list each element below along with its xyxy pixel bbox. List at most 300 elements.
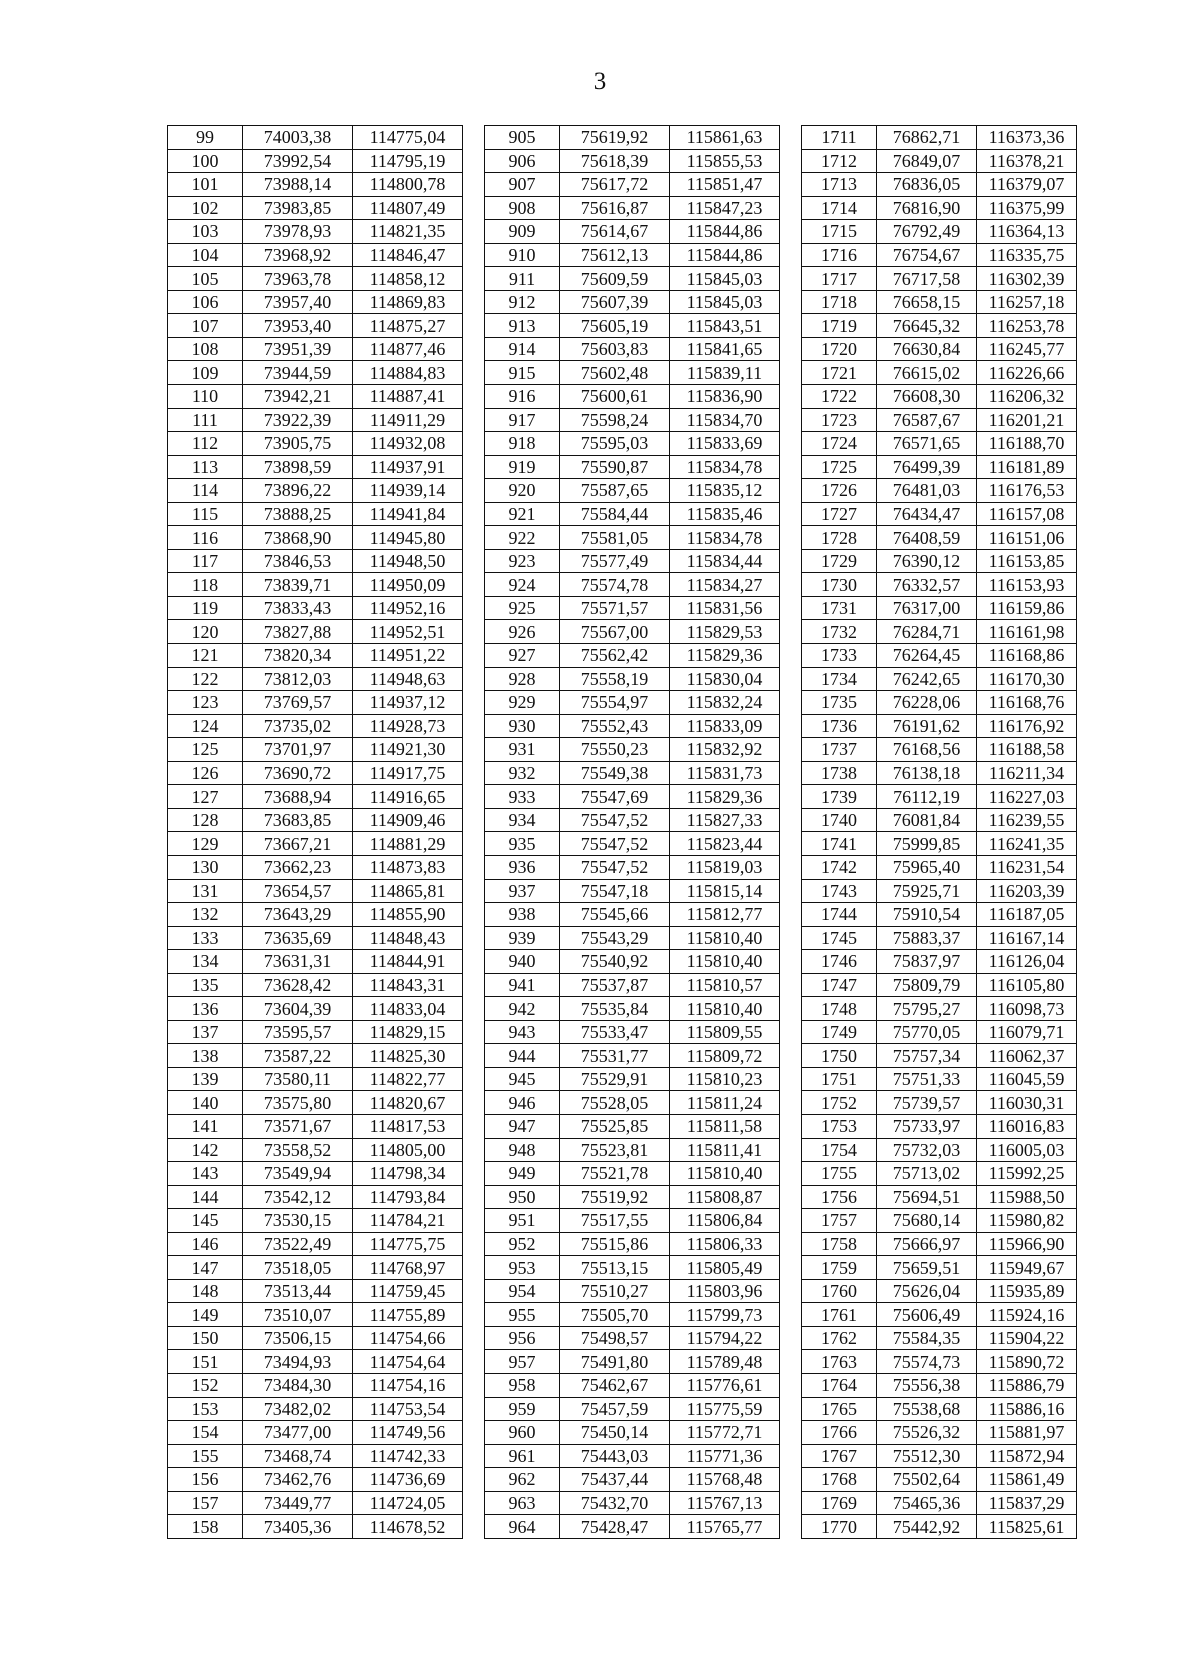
point-number-cell: 905 [485,126,560,150]
column-group-gap [780,432,802,456]
point-number-cell: 1758 [802,1232,877,1256]
point-number-cell: 1734 [802,667,877,691]
point-number-cell: 906 [485,149,560,173]
table-row [168,1326,1077,1350]
point-number-cell: 106 [168,290,243,314]
point-number-cell: 1747 [802,973,877,997]
y-coordinate-cell: 115776,61 [670,1373,780,1397]
x-coordinate-cell: 75526,32 [877,1421,977,1445]
y-coordinate-cell: 115829,36 [670,785,780,809]
table-row [168,785,1077,809]
table-row [168,667,1077,691]
column-group-gap [780,832,802,856]
x-coordinate-cell: 75883,37 [877,926,977,950]
column-group-gap [780,126,802,150]
point-number-cell: 147 [168,1256,243,1280]
x-coordinate-cell: 73896,22 [243,479,353,503]
x-coordinate-cell: 75512,30 [877,1444,977,1468]
column-group-gap [463,644,485,668]
point-number-cell: 1736 [802,714,877,738]
point-number-cell: 937 [485,879,560,903]
column-group-gap [780,808,802,832]
point-number-cell: 117 [168,549,243,573]
x-coordinate-cell: 73662,23 [243,855,353,879]
y-coordinate-cell: 114911,29 [353,408,463,432]
x-coordinate-cell: 73957,40 [243,290,353,314]
y-coordinate-cell: 114873,83 [353,855,463,879]
column-group-gap [780,1468,802,1492]
point-number-cell: 1759 [802,1256,877,1280]
y-coordinate-cell: 115806,84 [670,1209,780,1233]
y-coordinate-cell: 114784,21 [353,1209,463,1233]
y-coordinate-cell: 116016,83 [977,1114,1077,1138]
column-group-gap [463,879,485,903]
y-coordinate-cell: 114865,81 [353,879,463,903]
point-number-cell: 1721 [802,361,877,385]
point-number-cell: 153 [168,1397,243,1421]
point-number-cell: 1744 [802,903,877,927]
y-coordinate-cell: 115834,70 [670,408,780,432]
column-group-gap [463,1020,485,1044]
y-coordinate-cell: 116153,85 [977,549,1077,573]
column-group-gap [780,620,802,644]
point-number-cell: 152 [168,1373,243,1397]
point-number-cell: 105 [168,267,243,291]
y-coordinate-cell: 116176,53 [977,479,1077,503]
column-group-gap [463,1515,485,1539]
y-coordinate-cell: 114887,41 [353,385,463,409]
y-coordinate-cell: 114941,84 [353,502,463,526]
point-number-cell: 129 [168,832,243,856]
column-group-gap [780,1444,802,1468]
y-coordinate-cell: 115834,78 [670,526,780,550]
point-number-cell: 149 [168,1303,243,1327]
point-number-cell: 961 [485,1444,560,1468]
column-group-gap [463,1162,485,1186]
x-coordinate-cell: 75602,48 [560,361,670,385]
x-coordinate-cell: 75965,40 [877,855,977,879]
x-coordinate-cell: 73690,72 [243,761,353,785]
point-number-cell: 1757 [802,1209,877,1233]
y-coordinate-cell: 116206,32 [977,385,1077,409]
y-coordinate-cell: 114916,65 [353,785,463,809]
x-coordinate-cell: 73978,93 [243,220,353,244]
x-coordinate-cell: 75837,97 [877,950,977,974]
column-group-gap [463,526,485,550]
column-group-gap [463,479,485,503]
y-coordinate-cell: 115811,58 [670,1114,780,1138]
column-group-gap [463,455,485,479]
y-coordinate-cell: 114875,27 [353,314,463,338]
y-coordinate-cell: 114848,43 [353,926,463,950]
y-coordinate-cell: 115935,89 [977,1279,1077,1303]
y-coordinate-cell: 115851,47 [670,173,780,197]
table-row [168,173,1077,197]
point-number-cell: 115 [168,502,243,526]
column-group-gap [780,1209,802,1233]
point-number-cell: 1751 [802,1067,877,1091]
x-coordinate-cell: 75614,67 [560,220,670,244]
y-coordinate-cell: 115839,11 [670,361,780,385]
point-number-cell: 943 [485,1020,560,1044]
column-group-gap [780,973,802,997]
column-group-gap [463,1091,485,1115]
column-group-gap [463,855,485,879]
y-coordinate-cell: 115811,24 [670,1091,780,1115]
table-row [168,1515,1077,1539]
point-number-cell: 954 [485,1279,560,1303]
x-coordinate-cell: 73654,57 [243,879,353,903]
column-group-gap [780,1044,802,1068]
x-coordinate-cell: 73635,69 [243,926,353,950]
y-coordinate-cell: 114948,63 [353,667,463,691]
column-group-gap [780,196,802,220]
column-group-gap [780,644,802,668]
y-coordinate-cell: 116157,08 [977,502,1077,526]
y-coordinate-cell: 115835,46 [670,502,780,526]
point-number-cell: 136 [168,997,243,1021]
column-group-gap [780,502,802,526]
point-number-cell: 932 [485,761,560,785]
point-number-cell: 955 [485,1303,560,1327]
column-group-gap [463,1468,485,1492]
column-group-gap [780,855,802,879]
point-number-cell: 142 [168,1138,243,1162]
point-number-cell: 130 [168,855,243,879]
point-number-cell: 127 [168,785,243,809]
y-coordinate-cell: 114952,51 [353,620,463,644]
y-coordinate-cell: 115845,03 [670,290,780,314]
column-group-gap [463,267,485,291]
point-number-cell: 925 [485,596,560,620]
y-coordinate-cell: 114846,47 [353,243,463,267]
table-row [168,620,1077,644]
x-coordinate-cell: 75521,78 [560,1162,670,1186]
column-group-gap [463,973,485,997]
column-group-gap [463,997,485,1021]
x-coordinate-cell: 73484,30 [243,1373,353,1397]
x-coordinate-cell: 75515,86 [560,1232,670,1256]
table-row [168,573,1077,597]
table-row [168,455,1077,479]
column-group-gap [780,1279,802,1303]
x-coordinate-cell: 75910,54 [877,903,977,927]
column-group-gap [780,1515,802,1539]
point-number-cell: 122 [168,667,243,691]
column-group-gap [463,220,485,244]
y-coordinate-cell: 116231,54 [977,855,1077,879]
x-coordinate-cell: 73477,00 [243,1421,353,1445]
x-coordinate-cell: 76242,65 [877,667,977,691]
x-coordinate-cell: 73735,02 [243,714,353,738]
table-row [168,361,1077,385]
table-row [168,1350,1077,1374]
point-number-cell: 120 [168,620,243,644]
y-coordinate-cell: 114858,12 [353,267,463,291]
y-coordinate-cell: 116241,35 [977,832,1077,856]
column-group-gap [780,926,802,950]
y-coordinate-cell: 116181,89 [977,455,1077,479]
column-group-gap [780,526,802,550]
column-group-gap [463,903,485,927]
y-coordinate-cell: 114754,66 [353,1326,463,1350]
point-number-cell: 112 [168,432,243,456]
y-coordinate-cell: 114945,80 [353,526,463,550]
x-coordinate-cell: 75525,85 [560,1114,670,1138]
point-number-cell: 942 [485,997,560,1021]
x-coordinate-cell: 75751,33 [877,1067,977,1091]
x-coordinate-cell: 76836,05 [877,173,977,197]
x-coordinate-cell: 75590,87 [560,455,670,479]
point-number-cell: 156 [168,1468,243,1492]
y-coordinate-cell: 115809,55 [670,1020,780,1044]
column-group-gap [780,1185,802,1209]
column-group-gap [780,1067,802,1091]
point-number-cell: 1712 [802,149,877,173]
point-number-cell: 103 [168,220,243,244]
column-group-gap [463,1256,485,1280]
point-number-cell: 948 [485,1138,560,1162]
table-row [168,1044,1077,1068]
x-coordinate-cell: 75549,38 [560,761,670,785]
x-coordinate-cell: 75925,71 [877,879,977,903]
y-coordinate-cell: 116151,06 [977,526,1077,550]
column-group-gap [780,267,802,291]
y-coordinate-cell: 115837,29 [977,1491,1077,1515]
x-coordinate-cell: 75529,91 [560,1067,670,1091]
point-number-cell: 128 [168,808,243,832]
column-group-gap [463,1350,485,1374]
point-number-cell: 962 [485,1468,560,1492]
x-coordinate-cell: 73595,57 [243,1020,353,1044]
column-group-gap [463,950,485,974]
x-coordinate-cell: 76862,71 [877,126,977,150]
coordinates-table-body [168,126,1077,1539]
y-coordinate-cell: 115834,44 [670,549,780,573]
point-number-cell: 111 [168,408,243,432]
y-coordinate-cell: 116373,36 [977,126,1077,150]
x-coordinate-cell: 75558,19 [560,667,670,691]
x-coordinate-cell: 75437,44 [560,1468,670,1492]
y-coordinate-cell: 115992,25 [977,1162,1077,1186]
column-group-gap [780,1373,802,1397]
y-coordinate-cell: 115803,96 [670,1279,780,1303]
point-number-cell: 1737 [802,738,877,762]
x-coordinate-cell: 75505,70 [560,1303,670,1327]
y-coordinate-cell: 116062,37 [977,1044,1077,1068]
point-number-cell: 102 [168,196,243,220]
point-number-cell: 1754 [802,1138,877,1162]
y-coordinate-cell: 116226,66 [977,361,1077,385]
x-coordinate-cell: 76754,67 [877,243,977,267]
x-coordinate-cell: 75510,27 [560,1279,670,1303]
x-coordinate-cell: 75574,73 [877,1350,977,1374]
y-coordinate-cell: 116302,39 [977,267,1077,291]
x-coordinate-cell: 73898,59 [243,455,353,479]
point-number-cell: 935 [485,832,560,856]
x-coordinate-cell: 75545,66 [560,903,670,927]
y-coordinate-cell: 115836,90 [670,385,780,409]
y-coordinate-cell: 115904,22 [977,1326,1077,1350]
point-number-cell: 123 [168,691,243,715]
x-coordinate-cell: 76408,59 [877,526,977,550]
column-group-gap [780,738,802,762]
table-row [168,549,1077,573]
y-coordinate-cell: 114798,34 [353,1162,463,1186]
point-number-cell: 1742 [802,855,877,879]
table-row [168,1067,1077,1091]
point-number-cell: 1739 [802,785,877,809]
column-group-gap [780,408,802,432]
column-group-gap [780,549,802,573]
x-coordinate-cell: 73604,39 [243,997,353,1021]
x-coordinate-cell: 75616,87 [560,196,670,220]
y-coordinate-cell: 114759,45 [353,1279,463,1303]
y-coordinate-cell: 114952,16 [353,596,463,620]
table-row [168,926,1077,950]
x-coordinate-cell: 75450,14 [560,1421,670,1445]
y-coordinate-cell: 115833,69 [670,432,780,456]
point-number-cell: 126 [168,761,243,785]
y-coordinate-cell: 116227,03 [977,785,1077,809]
table-row [168,1491,1077,1515]
x-coordinate-cell: 73922,39 [243,408,353,432]
point-number-cell: 113 [168,455,243,479]
x-coordinate-cell: 75547,52 [560,808,670,832]
point-number-cell: 1719 [802,314,877,338]
x-coordinate-cell: 75428,47 [560,1515,670,1539]
column-group-gap [463,1397,485,1421]
point-number-cell: 939 [485,926,560,950]
point-number-cell: 151 [168,1350,243,1374]
column-group-gap [780,879,802,903]
x-coordinate-cell: 75498,57 [560,1326,670,1350]
column-group-gap [463,196,485,220]
y-coordinate-cell: 116239,55 [977,808,1077,832]
y-coordinate-cell: 115809,72 [670,1044,780,1068]
y-coordinate-cell: 114749,56 [353,1421,463,1445]
y-coordinate-cell: 115829,36 [670,644,780,668]
y-coordinate-cell: 114917,75 [353,761,463,785]
point-number-cell: 1723 [802,408,877,432]
x-coordinate-cell: 75543,29 [560,926,670,950]
column-group-gap [463,337,485,361]
column-group-gap [780,1091,802,1115]
point-number-cell: 922 [485,526,560,550]
y-coordinate-cell: 114951,22 [353,644,463,668]
point-number-cell: 1743 [802,879,877,903]
column-group-gap [780,455,802,479]
y-coordinate-cell: 115806,33 [670,1232,780,1256]
point-number-cell: 1746 [802,950,877,974]
y-coordinate-cell: 114829,15 [353,1020,463,1044]
x-coordinate-cell: 76112,19 [877,785,977,809]
y-coordinate-cell: 114800,78 [353,173,463,197]
x-coordinate-cell: 75603,83 [560,337,670,361]
point-number-cell: 145 [168,1209,243,1233]
column-group-gap [780,1138,802,1162]
y-coordinate-cell: 114768,97 [353,1256,463,1280]
point-number-cell: 1725 [802,455,877,479]
table-row [168,1091,1077,1115]
point-number-cell: 938 [485,903,560,927]
point-number-cell: 1729 [802,549,877,573]
y-coordinate-cell: 114937,91 [353,455,463,479]
x-coordinate-cell: 75713,02 [877,1162,977,1186]
y-coordinate-cell: 114817,53 [353,1114,463,1138]
y-coordinate-cell: 114793,84 [353,1185,463,1209]
point-number-cell: 953 [485,1256,560,1280]
x-coordinate-cell: 73888,25 [243,502,353,526]
x-coordinate-cell: 75680,14 [877,1209,977,1233]
point-number-cell: 934 [485,808,560,832]
table-row [168,691,1077,715]
x-coordinate-cell: 73688,94 [243,785,353,809]
x-coordinate-cell: 75605,19 [560,314,670,338]
point-number-cell: 907 [485,173,560,197]
x-coordinate-cell: 73558,52 [243,1138,353,1162]
point-number-cell: 1766 [802,1421,877,1445]
x-coordinate-cell: 76717,58 [877,267,977,291]
point-number-cell: 157 [168,1491,243,1515]
x-coordinate-cell: 76630,84 [877,337,977,361]
y-coordinate-cell: 114742,33 [353,1444,463,1468]
y-coordinate-cell: 114755,89 [353,1303,463,1327]
point-number-cell: 109 [168,361,243,385]
x-coordinate-cell: 75535,84 [560,997,670,1021]
column-group-gap [780,290,802,314]
point-number-cell: 143 [168,1162,243,1186]
column-group-gap [463,1303,485,1327]
y-coordinate-cell: 114754,64 [353,1350,463,1374]
y-coordinate-cell: 116105,80 [977,973,1077,997]
table-row [168,1303,1077,1327]
column-group-gap [780,1350,802,1374]
y-coordinate-cell: 114820,67 [353,1091,463,1115]
x-coordinate-cell: 76645,32 [877,314,977,338]
column-group-gap [463,738,485,762]
point-number-cell: 155 [168,1444,243,1468]
point-number-cell: 951 [485,1209,560,1233]
y-coordinate-cell: 116188,70 [977,432,1077,456]
y-coordinate-cell: 115872,94 [977,1444,1077,1468]
point-number-cell: 1730 [802,573,877,597]
point-number-cell: 154 [168,1421,243,1445]
x-coordinate-cell: 75770,05 [877,1020,977,1044]
table-row [168,526,1077,550]
y-coordinate-cell: 115815,14 [670,879,780,903]
x-coordinate-cell: 75531,77 [560,1044,670,1068]
table-row [168,903,1077,927]
y-coordinate-cell: 115794,22 [670,1326,780,1350]
point-number-cell: 118 [168,573,243,597]
column-group-gap [463,1232,485,1256]
point-number-cell: 1722 [802,385,877,409]
x-coordinate-cell: 75443,03 [560,1444,670,1468]
x-coordinate-cell: 75513,15 [560,1256,670,1280]
point-number-cell: 950 [485,1185,560,1209]
point-number-cell: 139 [168,1067,243,1091]
point-number-cell: 912 [485,290,560,314]
point-number-cell: 101 [168,173,243,197]
x-coordinate-cell: 75606,49 [877,1303,977,1327]
y-coordinate-cell: 116030,31 [977,1091,1077,1115]
point-number-cell: 909 [485,220,560,244]
x-coordinate-cell: 75457,59 [560,1397,670,1421]
x-coordinate-cell: 73944,59 [243,361,353,385]
table-row [168,1421,1077,1445]
table-row [168,596,1077,620]
